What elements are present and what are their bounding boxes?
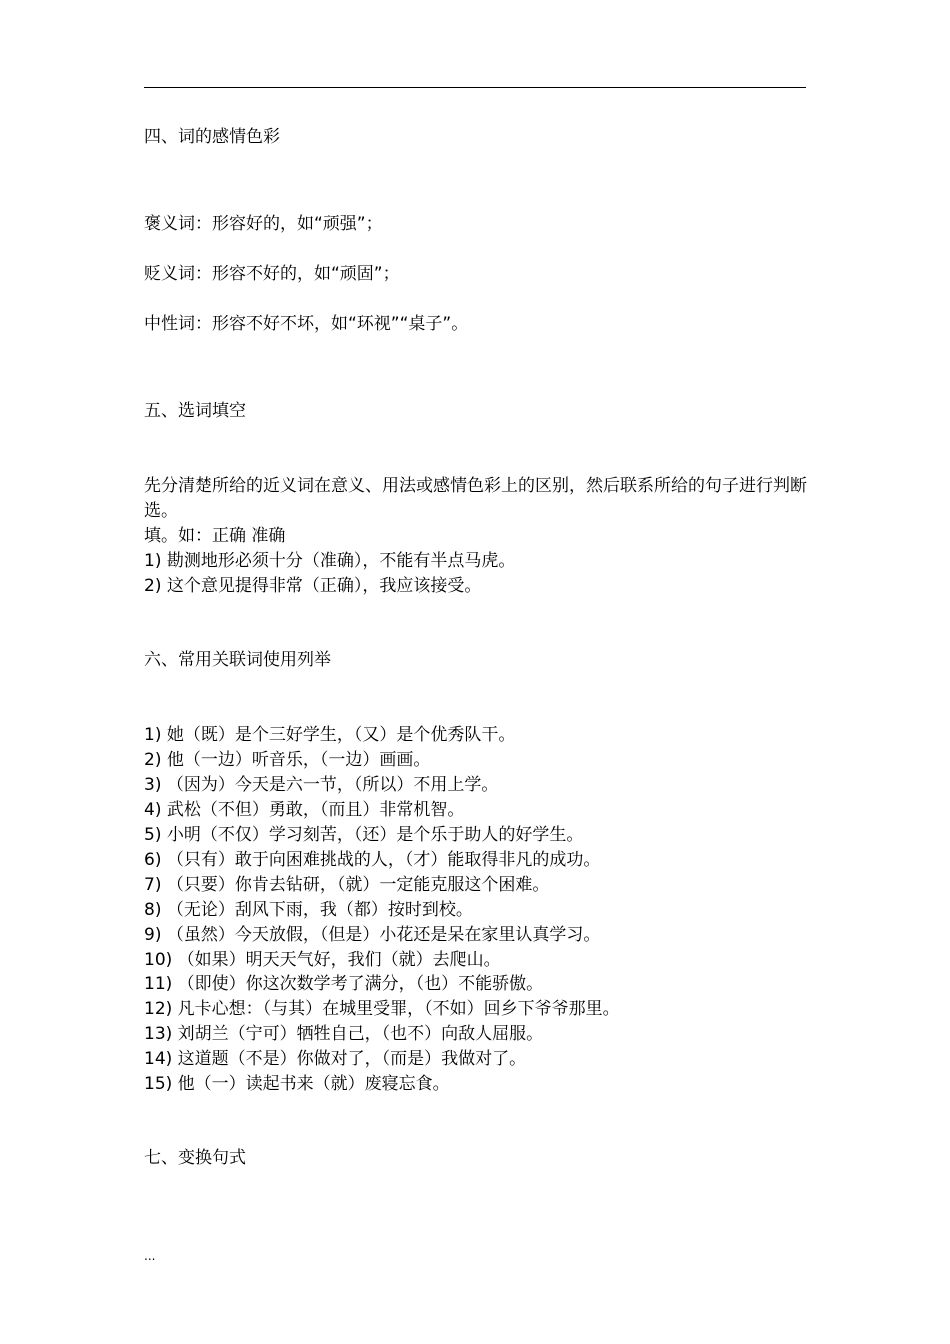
- paragraph-derogatory: 贬义词：形容不好的，如“顽固”；: [144, 264, 400, 284]
- section5-line-2: 1) 勘测地形必须十分（准确），不能有半点马虎。: [144, 551, 516, 571]
- list-item: 5) 小明（不仅）学习刻苦，（还）是个乐于助人的好学生。: [144, 825, 584, 845]
- list-item: 11) （即使）你这次数学考了满分，（也）不能骄傲。: [144, 974, 544, 994]
- list-item: 1) 她（既）是个三好学生，（又）是个优秀队干。: [144, 725, 516, 745]
- section-heading-5: 五、选词填空: [144, 401, 246, 421]
- section-heading-6: 六、常用关联词使用列举: [144, 650, 331, 670]
- page-footer-ellipsis: ...: [144, 1249, 156, 1263]
- list-item: 2) 他（一边）听音乐，（一边）画画。: [144, 750, 431, 770]
- list-item: 4) 武松（不但）勇敢，（而且）非常机智。: [144, 800, 465, 820]
- list-item: 8) （无论）刮风下雨，我（都）按时到校。: [144, 900, 473, 920]
- list-item: 10) （如果）明天天气好，我们（就）去爬山。: [144, 950, 501, 970]
- paragraph-neutral: 中性词：形容不好不坏，如“环视”“桌子”。: [144, 314, 469, 334]
- list-item: 13) 刘胡兰（宁可）牺牲自己，（也不）向敌人屈服。: [144, 1024, 544, 1044]
- list-item: 14) 这道题（不是）你做对了，（而是）我做对了。: [144, 1049, 527, 1069]
- paragraph-commendatory: 褒义词：形容好的，如“顽强”；: [144, 214, 383, 234]
- section-heading-7: 七、变换句式: [144, 1148, 246, 1168]
- list-item: 12) 凡卡心想：（与其）在城里受罪，（不如）回乡下爷爷那里。: [144, 999, 620, 1019]
- list-item: 15) 他（一）读起书来（就）废寝忘食。: [144, 1074, 450, 1094]
- header-rule: [144, 87, 806, 88]
- section5-intro: 先分清楚所给的近义词在意义、用法或感情色彩上的区别，然后联系所给的句子进行判断选。: [144, 476, 807, 521]
- list-item: 3) （因为）今天是六一节，（所以）不用上学。: [144, 775, 499, 795]
- list-item: 6) （只有）敢于向困难挑战的人，（才）能取得非凡的成功。: [144, 850, 601, 870]
- section5-line-3: 2) 这个意见提得非常（正确），我应该接受。: [144, 576, 482, 596]
- list-item: 7) （只要）你肯去钻研，（就）一定能克服这个困难。: [144, 875, 550, 895]
- list-item: 9) （虽然）今天放假，（但是）小花还是呆在家里认真学习。: [144, 925, 601, 945]
- section-heading-4: 四、词的感情色彩: [144, 127, 280, 147]
- section5-line-1: 填。如：正确 准确: [144, 526, 286, 546]
